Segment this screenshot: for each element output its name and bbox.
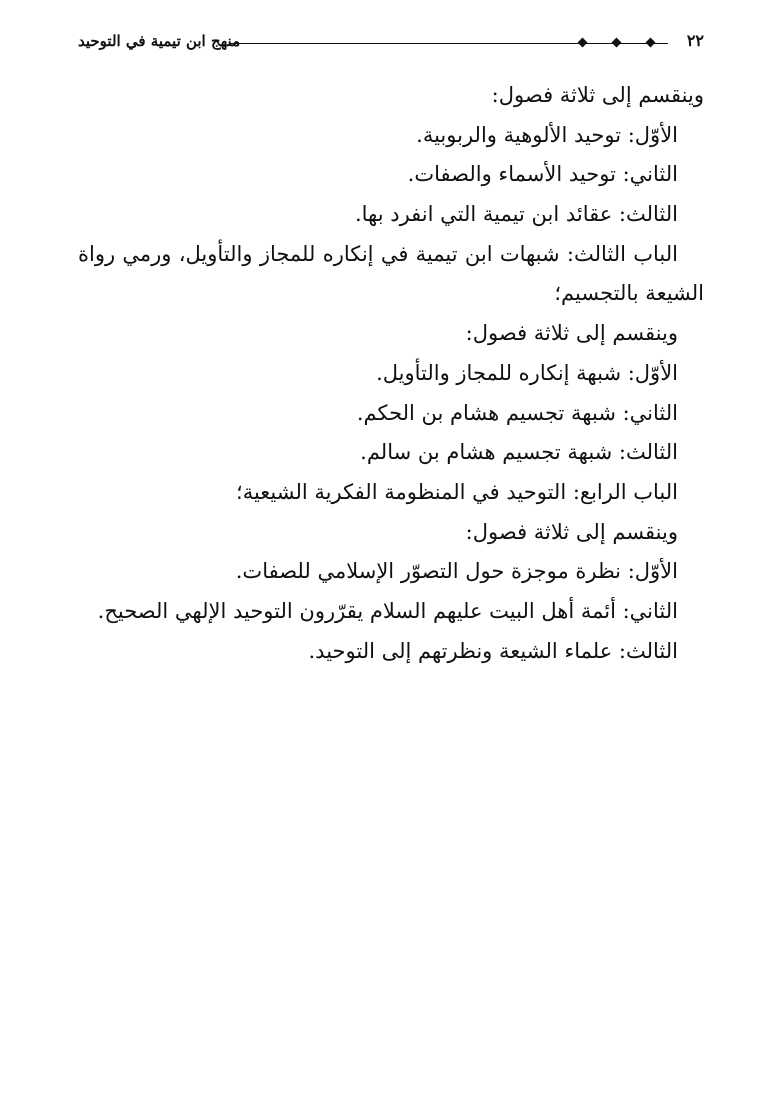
text-line: الثاني: توحيد الأسماء والصفات. — [407, 162, 678, 187]
text-line: الثاني: أئمة أهل البيت عليهم السلام يقرّرون التوحيد الإلهي الصحيح. — [97, 598, 678, 623]
text-line: الأوّل: توحيد الألوهية والربوبية. — [416, 122, 678, 147]
page-number: ٢٢ — [686, 31, 704, 50]
text-line: الثالث: علماء الشيعة ونظرتهم إلى التوحيد. — [308, 638, 678, 663]
text-line: وينقسم إلى ثلاثة فصول: — [465, 519, 678, 544]
page-header — [78, 28, 704, 58]
running-title: منهج ابن تيمية في التوحيد — [78, 32, 241, 50]
text-line: الأوّل: نظرة موجزة حول التصوّر الإسلامي للصفات. — [235, 559, 678, 584]
text-line: وينقسم إلى ثلاثة فصول: — [465, 321, 678, 346]
text-line: الثاني: شبهة تجسيم هشام بن الحكم. — [356, 400, 678, 425]
text-line: الثالث: عقائد ابن تيمية التي انفرد بها. — [354, 202, 678, 227]
text-line: الثالث: شبهة تجسيم هشام بن سالم. — [360, 440, 678, 465]
text-line: وينقسم إلى ثلاثة فصول: — [491, 83, 704, 107]
text-line: الباب الثالث: شبهات ابن تيمية في إنكاره للمجاز والتأويل، ورمي رواة — [78, 241, 678, 266]
diamond-ornament-icon — [578, 38, 588, 48]
header-rule — [230, 43, 668, 44]
page-body — [78, 76, 704, 671]
diamond-ornament-icon — [646, 38, 656, 48]
text-line: الشيعة بالتجسيم؛ — [554, 281, 704, 306]
text-line: الأوّل: شبهة إنكاره للمجاز والتأويل. — [376, 360, 678, 385]
diamond-ornament-icon — [612, 38, 622, 48]
text-line: الباب الرابع: التوحيد في المنظومة الفكرية الشيعية؛ — [236, 479, 678, 504]
